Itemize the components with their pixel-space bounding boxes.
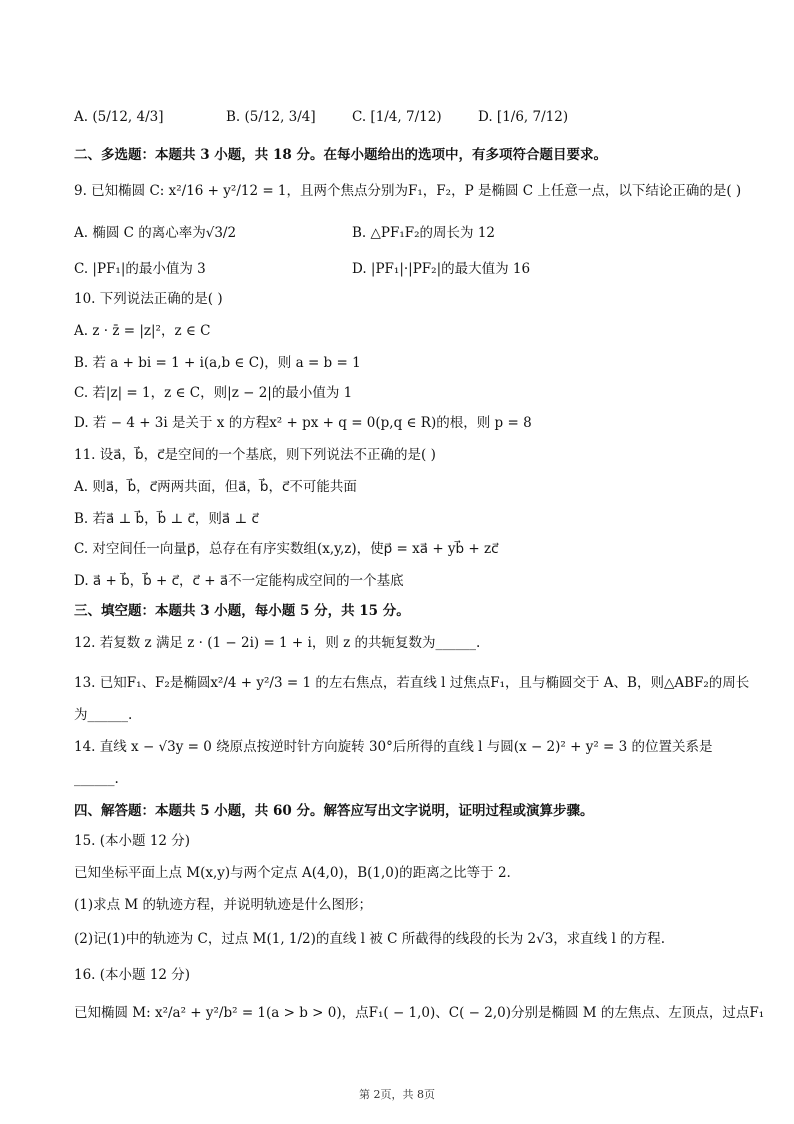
q10-option-a: A. z · z̄ = |z|²，z ∈ C bbox=[74, 323, 211, 339]
q9-option-c: C. |PF₁|的最小值为 3 bbox=[74, 261, 206, 277]
question-15: 15. (本小题 12 分) bbox=[74, 833, 191, 849]
question-15-part-1: (1)求点 M 的轨迹方程，并说明轨迹是什么图形； bbox=[74, 897, 373, 913]
q9-option-a: A. 椭圆 C 的离心率为√3/2 bbox=[74, 225, 237, 241]
question-14-continued: ______. bbox=[74, 771, 119, 787]
q10-option-d: D. 若 − 4 + 3i 是关于 x 的方程x² + px + q = 0(p,q ∈ R)的根，则 p = 8 bbox=[74, 415, 532, 431]
q9-option-b: B. △PF₁F₂的周长为 12 bbox=[352, 225, 495, 241]
question-16: 16. (本小题 12 分) bbox=[74, 967, 191, 983]
question-13-continued: 为______. bbox=[74, 707, 133, 723]
section-4-heading: 四、解答题：本题共 5 小题，共 60 分。解答应写出文字说明，证明过程或演算步骤。 bbox=[74, 803, 594, 819]
question-13: 13. 已知F₁、F₂是椭圆x²/4 + y²/3 = 1 的左右焦点，若直线 l 过焦点F₁，且与椭圆交于 A、B，则△ABF₂的周长 bbox=[74, 675, 750, 691]
question-11: 11. 设a⃗，b⃗，c⃗是空间的一个基底，则下列说法不正确的是( ) bbox=[74, 447, 436, 463]
q11-option-d: D. a⃗ + b⃗，b⃗ + c⃗，c⃗ + a⃗不一定能构成空间的一个基底 bbox=[74, 573, 404, 589]
section-2-heading: 二、多选题：本题共 3 小题，共 18 分。在每小题给出的选项中，有多项符合题目要求。 bbox=[74, 147, 607, 163]
q8-option-b: B. (5/12, 3/4] bbox=[226, 109, 316, 125]
question-16-statement: 已知椭圆 M: x²/a² + y²/b² = 1(a > b > 0)，点F₁( − 1,0)、C( − 2,0)分别是椭圆 M 的左焦点、左顶点，过点F₁ bbox=[74, 1005, 765, 1021]
question-15-statement: 已知坐标平面上点 M(x,y)与两个定点 A(4,0)，B(1,0)的距离之比等于 2. bbox=[74, 865, 511, 881]
question-15-part-2: (2)记(1)中的轨迹为 C，过点 M(1, 1/2)的直线 l 被 C 所截得的线段的长为 2√3，求直线 l 的方程. bbox=[74, 931, 665, 947]
q11-option-c: C. 对空间任一向量p⃗，总存在有序实数组(x,y,z)，使p⃗ = xa⃗ + yb⃗ + zc⃗ bbox=[74, 541, 499, 557]
q8-option-a: A. (5/12, 4/3] bbox=[74, 109, 164, 125]
q9-option-d: D. |PF₁|·|PF₂|的最大值为 16 bbox=[352, 261, 531, 277]
q11-option-a: A. 则a⃗，b⃗，c⃗两两共面，但a⃗，b⃗，c⃗不可能共面 bbox=[74, 479, 357, 495]
question-9: 9. 已知椭圆 C: x²/16 + y²/12 = 1，且两个焦点分别为F₁，F₂，P 是椭圆 C 上任意一点，以下结论正确的是( ) bbox=[74, 183, 742, 199]
page-footer: 第 2页，共 8页 bbox=[359, 1088, 435, 1101]
question-12: 12. 若复数 z 满足 z · (1 − 2i) = 1 + i，则 z 的共轭复数为______. bbox=[74, 635, 481, 651]
q8-option-d: D. [1/6, 7/12) bbox=[478, 109, 569, 125]
question-14: 14. 直线 x − √3y = 0 绕原点按逆时针方向旋转 30°后所得的直线 l 与圆(x − 2)² + y² = 3 的位置关系是 bbox=[74, 739, 713, 755]
q11-option-b: B. 若a⃗ ⊥ b⃗，b⃗ ⊥ c⃗，则a⃗ ⊥ c⃗ bbox=[74, 511, 259, 527]
section-3-heading: 三、填空题：本题共 3 小题，每小题 5 分，共 15 分。 bbox=[74, 603, 410, 619]
question-10: 10. 下列说法正确的是( ) bbox=[74, 291, 223, 307]
q10-option-c: C. 若|z| = 1，z ∈ C，则|z − 2|的最小值为 1 bbox=[74, 385, 353, 401]
q8-option-c: C. [1/4, 7/12) bbox=[352, 109, 442, 125]
q10-option-b: B. 若 a + bi = 1 + i(a,b ∈ C)，则 a = b = 1 bbox=[74, 355, 361, 371]
